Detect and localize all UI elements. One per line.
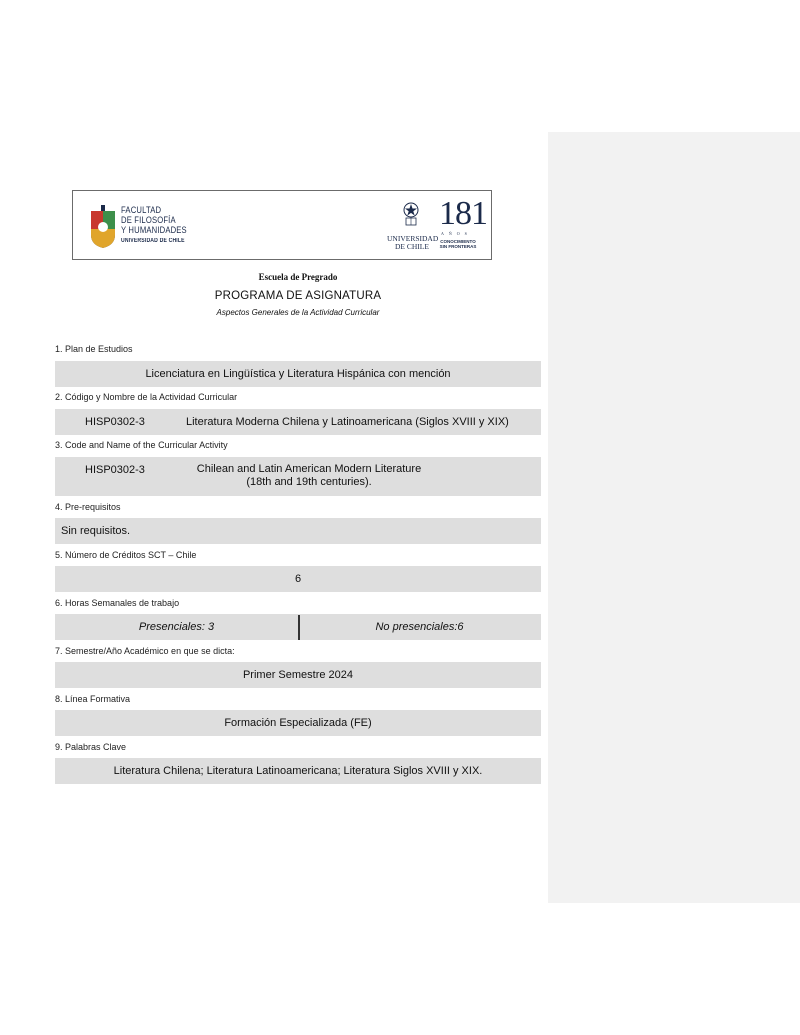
palabras-value: Literatura Chilena; Literatura Latinoamericana; Literatura Siglos XVIII y XIX.: [113, 765, 483, 777]
faculty-line-2: DE FILOSOFÍA: [121, 215, 176, 225]
course-name-en: Chilean and Latin American Modern Literature (18th and 19th centuries).: [196, 463, 422, 488]
course-code-en: HISP0302-3: [85, 464, 145, 476]
prereq-value: Sin requisitos.: [61, 525, 131, 537]
semestre-value: Primer Semestre 2024: [242, 669, 354, 681]
document-title: PROGRAMA DE ASIGNATURA: [214, 290, 382, 302]
creditos-label: 5. Número de Créditos SCT – Chile: [55, 550, 197, 560]
horas-value-bar: [55, 614, 541, 640]
university-line-2: DE CHILE: [395, 242, 429, 251]
horas-label: 6. Horas Semanales de trabajo: [55, 598, 180, 608]
creditos-value-bar: [55, 566, 541, 592]
prereq-label: 4. Pre-requisitos: [55, 502, 121, 512]
linea-value-bar: [55, 710, 541, 736]
linea-value: Formación Especializada (FE): [224, 717, 372, 729]
anniversary-years: 181: [439, 195, 487, 232]
semestre-label: 7. Semestre/Año Académico en que se dicta:: [55, 646, 235, 656]
horas-no-presenciales: No presenciales:6: [375, 621, 464, 633]
horas-presenciales: Presenciales: 3: [138, 621, 215, 633]
plan-value: Licenciatura en Lingüística y Literatura Hispánica con mención: [145, 368, 451, 380]
semestre-value-bar: [55, 662, 541, 688]
course-code: HISP0302-3: [85, 416, 145, 428]
palabras-label: 9. Palabras Clave: [55, 742, 127, 752]
university-seal-icon: [399, 201, 423, 227]
palabras-value-bar: [55, 758, 541, 784]
faculty-line-4: UNIVERSIDAD DE CHILE: [121, 238, 185, 244]
creditos-value: 6: [294, 573, 302, 585]
school-name: Escuela de Pregrado: [258, 272, 338, 282]
anniversary-motto-line-2: SIN FRONTERAS: [439, 244, 477, 249]
faculty-name: [121, 205, 198, 246]
university-name: [387, 235, 437, 251]
plan-value-bar: [55, 361, 541, 387]
code-en-label: 3. Code and Name of the Curricular Activity: [55, 440, 228, 450]
document-subtitle: Aspectos Generales de la Actividad Curricular: [216, 308, 380, 317]
anniversary-motto: [433, 239, 483, 249]
anniversary-anos: AÑOS: [441, 231, 472, 236]
faculty-emblem-icon: [89, 205, 117, 249]
codigo-value-bar: [55, 409, 541, 435]
linea-label: 8. Línea Formativa: [55, 694, 131, 704]
faculty-line-1: FACULTAD: [121, 205, 162, 215]
course-name: Literatura Moderna Chilena y Latinoamericana (Siglos XVIII y XIX): [186, 416, 509, 428]
anniversary-motto-line-1: CONOCIMIENTO: [440, 239, 476, 244]
university-line-1: UNIVERSIDAD: [387, 234, 439, 243]
header-logo-banner: [72, 190, 492, 260]
codigo-label: 2. Código y Nombre de la Actividad Curricular: [55, 392, 238, 402]
comment-pane: [548, 132, 800, 903]
faculty-line-3: Y HUMANIDADES: [121, 225, 187, 235]
plan-label: 1. Plan de Estudios: [55, 344, 133, 354]
prereq-value-bar: [55, 518, 541, 544]
code-en-value-bar: [55, 457, 541, 496]
